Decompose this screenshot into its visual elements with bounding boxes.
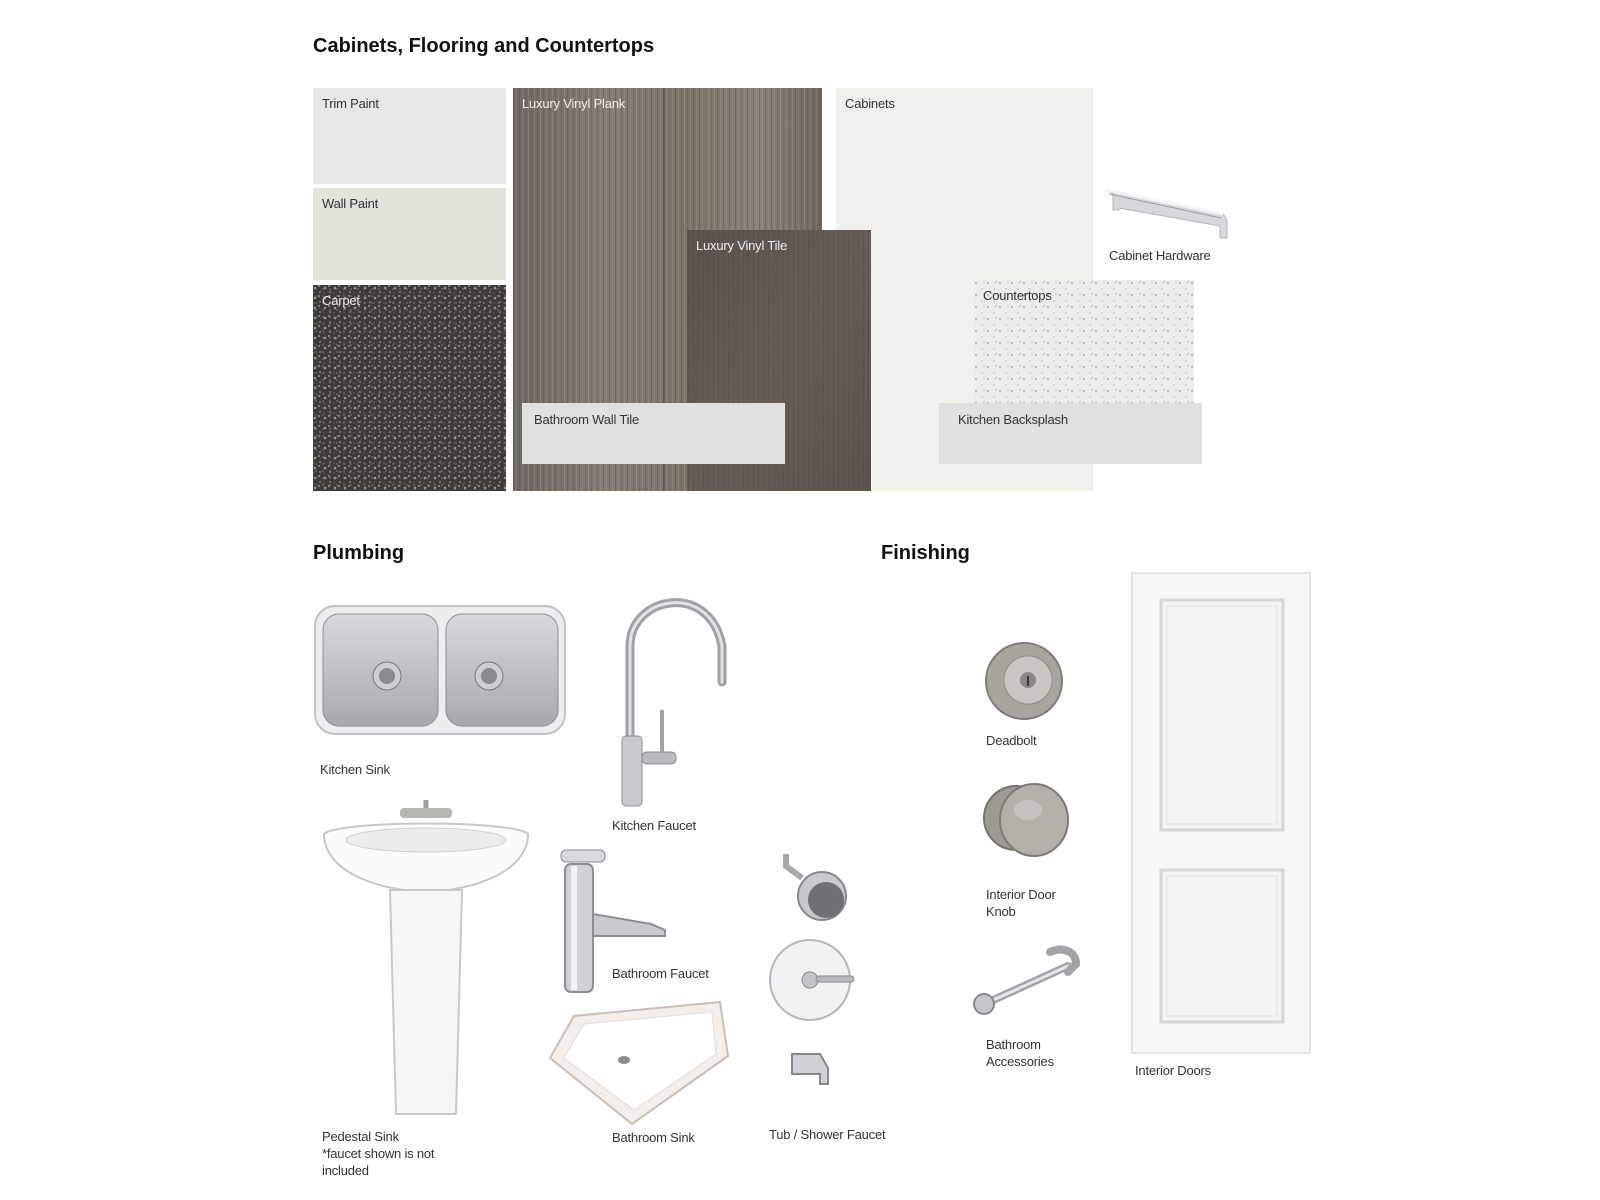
kitchen-faucet-label: Kitchen Faucet — [612, 818, 696, 833]
two-panel-door-icon — [1131, 572, 1311, 1054]
pedestal-sink-icon — [318, 800, 534, 1120]
bathroom-accessories-image — [972, 944, 1082, 1018]
kitchen-faucet-icon — [610, 586, 735, 812]
carpet-label: Carpet — [322, 293, 360, 308]
countertops-label: Countertops — [983, 288, 1052, 303]
kitchen-sink-label: Kitchen Sink — [320, 762, 390, 777]
bathroom-accessories-caption — [986, 1036, 1054, 1070]
kitchen-backsplash-swatch — [939, 403, 1202, 464]
interior-door-knob-label-line-2: Knob — [986, 904, 1016, 919]
cabinet-pull-icon — [1103, 180, 1233, 242]
pedestal-sink-note-line-2: included — [322, 1163, 369, 1178]
carpet-swatch — [313, 285, 506, 491]
interior-door-knob-label-line-1: Interior Door — [986, 887, 1056, 902]
door-knob-icon — [980, 776, 1072, 862]
kitchen-backsplash-label: Kitchen Backsplash — [958, 412, 1068, 427]
deadbolt-image — [984, 640, 1064, 722]
trim-paint-label: Trim Paint — [322, 96, 379, 111]
cabinet-handle-image — [1103, 180, 1233, 242]
bathroom-accessories-label-line-2: Accessories — [986, 1054, 1054, 1069]
bathroom-sink-label: Bathroom Sink — [612, 1130, 695, 1145]
pedestal-sink-label: Pedestal Sink — [322, 1129, 399, 1144]
cabinets-label: Cabinets — [845, 96, 895, 111]
door-knob-image — [980, 776, 1072, 862]
tub-shower-faucet-label: Tub / Shower Faucet — [769, 1127, 886, 1142]
kitchen-sink-image — [313, 604, 567, 736]
tub-shower-faucet-image — [766, 848, 876, 1104]
section-heading-finishing: Finishing — [881, 542, 970, 564]
towel-bar-icon — [972, 944, 1082, 1018]
carpet-texture — [313, 285, 506, 491]
countertops-swatch — [974, 280, 1194, 405]
trim-paint-swatch — [313, 88, 506, 184]
undermount-sink-icon — [544, 996, 734, 1130]
bathroom-accessories-label-line-1: Bathroom — [986, 1037, 1041, 1052]
deadbolt-label: Deadbolt — [986, 733, 1037, 748]
kitchen-faucet-image — [610, 586, 735, 812]
bathroom-faucet-label: Bathroom Faucet — [612, 966, 709, 981]
section-heading-plumbing: Plumbing — [313, 542, 405, 564]
pedestal-sink-note-line-1: *faucet shown is not — [322, 1146, 435, 1161]
luxury-vinyl-tile-label: Luxury Vinyl Tile — [696, 238, 788, 253]
deadbolt-icon — [984, 640, 1064, 722]
bathroom-sink-image — [544, 996, 734, 1130]
interior-door-image — [1131, 572, 1311, 1054]
luxury-vinyl-plank-label: Luxury Vinyl Plank — [522, 96, 626, 111]
wall-paint-label: Wall Paint — [322, 196, 379, 211]
bathroom-wall-tile-swatch — [522, 403, 785, 464]
shower-set-icon — [766, 848, 876, 1104]
wall-paint-swatch — [313, 188, 506, 280]
double-sink-icon — [313, 604, 567, 736]
section-heading-cabinets: Cabinets, Flooring and Countertops — [313, 35, 655, 57]
bathroom-wall-tile-label: Bathroom Wall Tile — [534, 412, 640, 427]
pedestal-sink-caption — [322, 1128, 434, 1179]
interior-doors-label: Interior Doors — [1135, 1063, 1211, 1078]
pedestal-sink-image — [318, 800, 534, 1120]
cabinet-hardware-label: Cabinet Hardware — [1109, 248, 1211, 263]
interior-door-knob-caption — [986, 886, 1056, 920]
